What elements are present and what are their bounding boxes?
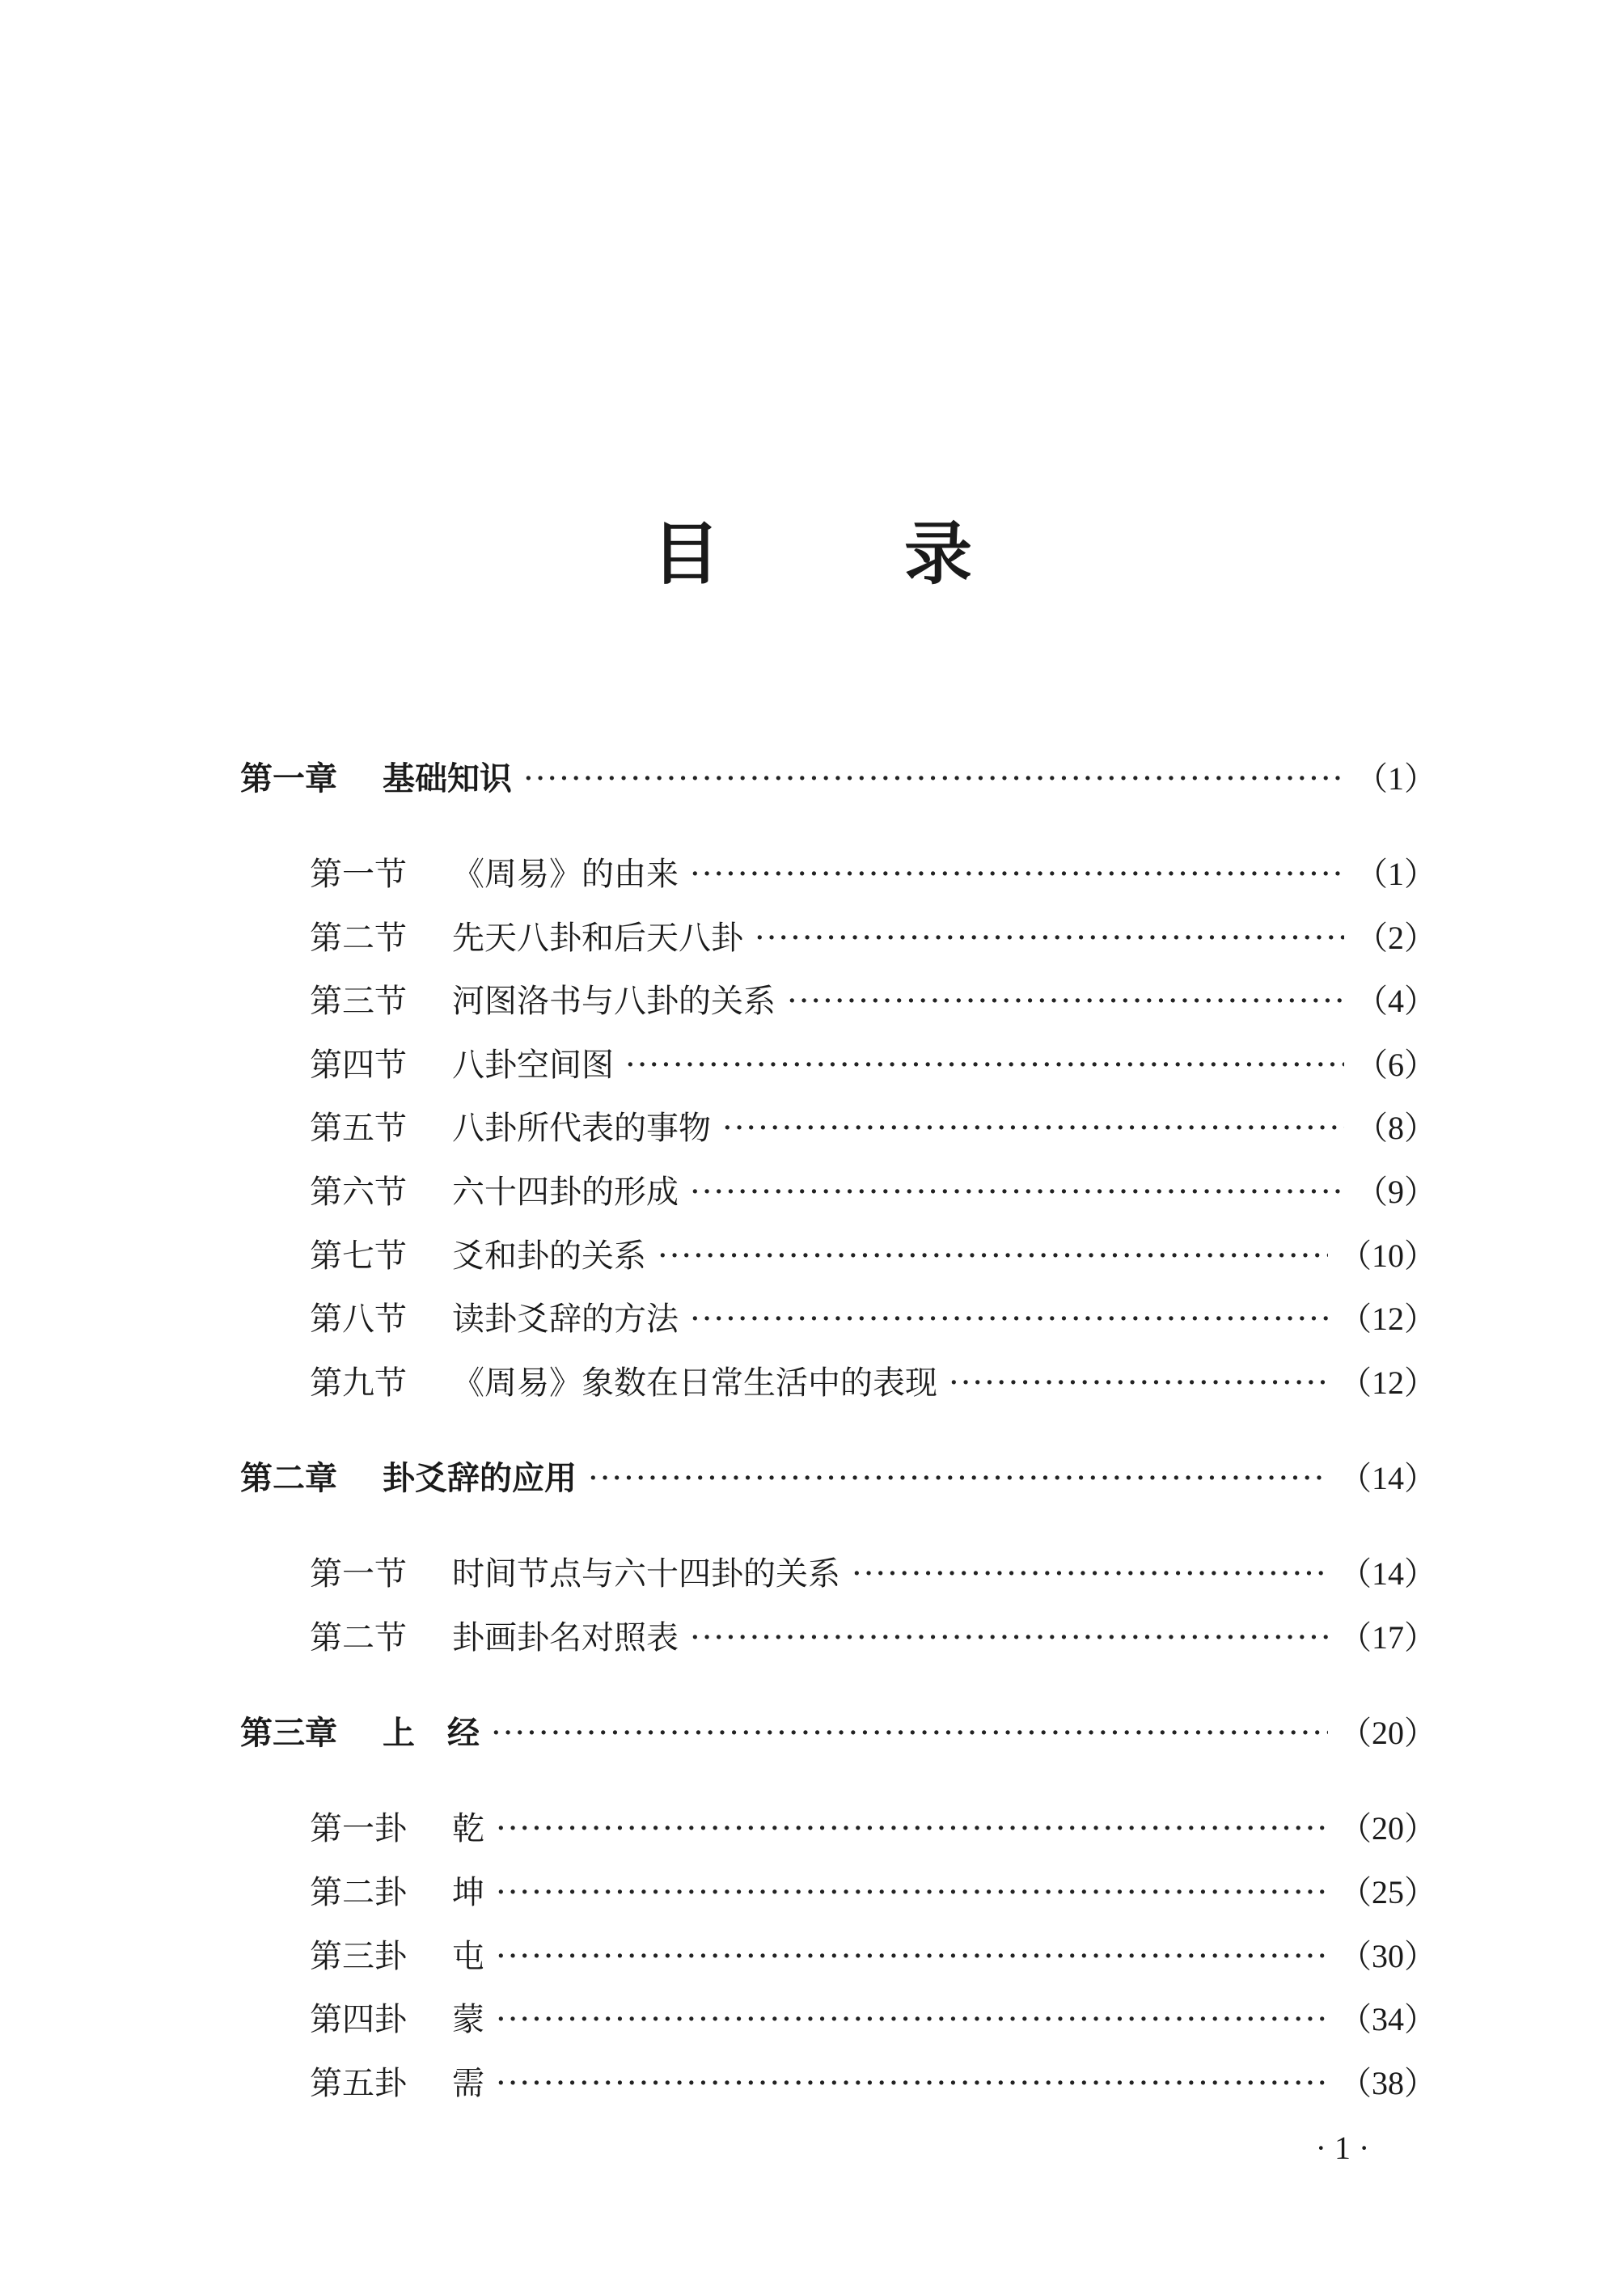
toc-entry[interactable] bbox=[240, 1711, 1436, 1756]
toc-entry-page: （20） bbox=[1339, 1810, 1436, 1847]
toc-entry[interactable] bbox=[310, 1997, 1436, 2042]
toc-entry[interactable] bbox=[310, 852, 1436, 897]
toc-entry-page: （6） bbox=[1355, 1047, 1436, 1083]
toc-entry-title: 河图洛书与八卦的关系 bbox=[452, 983, 776, 1020]
leader-dots bbox=[787, 979, 1344, 1024]
toc-entry-title: 需 bbox=[452, 2065, 484, 2102]
toc-entry-page: （14） bbox=[1339, 1555, 1436, 1592]
toc-entry[interactable] bbox=[310, 2061, 1436, 2106]
leader-dots bbox=[496, 1806, 1328, 1851]
toc-entry-title: 八卦所代表的事物 bbox=[452, 1110, 711, 1147]
toc-entry[interactable] bbox=[310, 1360, 1436, 1406]
leader-dots bbox=[491, 1711, 1328, 1756]
toc-entry-page: （25） bbox=[1339, 1874, 1436, 1910]
toc-entry-number: 第一卦 bbox=[310, 1810, 407, 1847]
toc-entry-number: 第二章 bbox=[240, 1459, 337, 1497]
toc-entry-number: 第四卦 bbox=[310, 2001, 407, 2038]
leader-dots bbox=[625, 1043, 1344, 1088]
leader-dots bbox=[690, 852, 1344, 897]
toc-entry-title: 时间节点与六十四卦的关系 bbox=[452, 1555, 840, 1593]
toc-entry-title: 蒙 bbox=[452, 2001, 484, 2038]
toc-entry-page: （20） bbox=[1339, 1715, 1436, 1751]
toc-entry-title: 卦爻辞的应用 bbox=[383, 1459, 577, 1497]
toc-entry-number: 第八节 bbox=[310, 1301, 407, 1338]
leader-dots bbox=[588, 1456, 1328, 1501]
toc-entry-page: （17） bbox=[1339, 1619, 1436, 1656]
toc-entry-number: 第一节 bbox=[310, 856, 407, 893]
toc-entry[interactable] bbox=[310, 1297, 1436, 1342]
toc-entry-title: 坤 bbox=[452, 1874, 484, 1911]
page-number: · 1 · bbox=[1315, 2130, 1370, 2166]
toc-entry[interactable] bbox=[310, 1551, 1436, 1597]
toc-entry-number: 第四节 bbox=[310, 1047, 407, 1084]
toc-entry-title: 先天八卦和后天八卦 bbox=[452, 920, 743, 957]
leader-dots bbox=[690, 1297, 1328, 1342]
toc-entry-number: 第二卦 bbox=[310, 1874, 407, 1911]
toc-entry-page: （2） bbox=[1355, 920, 1436, 956]
toc-entry[interactable] bbox=[310, 1870, 1436, 1915]
toc-entry-page: （9） bbox=[1355, 1174, 1436, 1210]
toc-entry-number: 第五卦 bbox=[310, 2065, 407, 2102]
leader-dots bbox=[722, 1106, 1344, 1151]
toc-entry-title: 乾 bbox=[452, 1810, 484, 1847]
toc-entry-number: 第六节 bbox=[310, 1174, 407, 1211]
leader-dots bbox=[852, 1551, 1328, 1597]
toc-entry-title: 读卦爻辞的方法 bbox=[452, 1301, 679, 1338]
toc-entry[interactable] bbox=[310, 1106, 1436, 1151]
toc-entry-title: 《周易》象数在日常生活中的表现 bbox=[452, 1364, 937, 1402]
leader-dots bbox=[496, 1997, 1328, 2042]
toc-entry-number: 第七节 bbox=[310, 1237, 407, 1275]
leader-dots bbox=[755, 916, 1344, 961]
toc-entry[interactable] bbox=[310, 1170, 1436, 1215]
toc-entry[interactable] bbox=[240, 1456, 1436, 1501]
toc-entry-title: 六十四卦的形成 bbox=[452, 1174, 679, 1211]
leader-dots bbox=[496, 1934, 1328, 1979]
toc-entry-page: （4） bbox=[1355, 983, 1436, 1019]
toc-entry-number: 第二节 bbox=[310, 920, 407, 957]
page-title: 目 录 bbox=[651, 514, 1030, 594]
toc-entry-number: 第三卦 bbox=[310, 1938, 407, 1975]
leader-dots bbox=[496, 1870, 1328, 1915]
toc-entry-page: （1） bbox=[1355, 760, 1436, 797]
toc-entry[interactable] bbox=[310, 1934, 1436, 1979]
toc-entry-page: （10） bbox=[1339, 1237, 1436, 1274]
toc-entry-title: 屯 bbox=[452, 1938, 484, 1975]
toc-entry[interactable] bbox=[310, 1806, 1436, 1851]
toc-entry-title: 《周易》的由来 bbox=[452, 856, 679, 893]
toc-entry-number: 第九节 bbox=[310, 1364, 407, 1402]
toc-entry-title: 八卦空间图 bbox=[452, 1047, 614, 1084]
toc-entry-page: （14） bbox=[1339, 1460, 1436, 1496]
toc-entry[interactable] bbox=[310, 1233, 1436, 1279]
toc-entry-title: 爻和卦的关系 bbox=[452, 1237, 646, 1275]
toc-entry-number: 第三章 bbox=[240, 1714, 337, 1752]
toc-entry[interactable] bbox=[310, 1043, 1436, 1088]
leader-dots bbox=[523, 756, 1344, 802]
toc-entry-page: （12） bbox=[1339, 1364, 1436, 1401]
leader-dots bbox=[690, 1170, 1344, 1215]
toc-entry-number: 第二节 bbox=[310, 1619, 407, 1656]
toc-entry-title: 卦画卦名对照表 bbox=[452, 1619, 679, 1656]
toc-entry-page: （34） bbox=[1339, 2001, 1436, 2037]
toc-entry-number: 第五节 bbox=[310, 1110, 407, 1147]
toc-entry-page: （12） bbox=[1339, 1301, 1436, 1337]
toc-entry-title: 基础知识 bbox=[383, 759, 512, 797]
toc-entry[interactable] bbox=[310, 916, 1436, 961]
leader-dots bbox=[658, 1233, 1328, 1279]
toc-entry[interactable] bbox=[240, 756, 1436, 802]
toc-entry-title: 上 经 bbox=[383, 1714, 480, 1752]
leader-dots bbox=[690, 1615, 1328, 1661]
leader-dots bbox=[949, 1360, 1328, 1406]
toc-entry-page: （8） bbox=[1355, 1110, 1436, 1146]
toc-entry[interactable] bbox=[310, 979, 1436, 1024]
toc-entry-page: （1） bbox=[1355, 856, 1436, 892]
toc-entry-number: 第三节 bbox=[310, 983, 407, 1020]
toc-entry-number: 第一章 bbox=[240, 759, 337, 797]
toc-entry[interactable] bbox=[310, 1615, 1436, 1661]
leader-dots bbox=[496, 2061, 1328, 2106]
toc-entry-page: （38） bbox=[1339, 2065, 1436, 2101]
toc-entry-page: （30） bbox=[1339, 1938, 1436, 1974]
toc-entry-number: 第一节 bbox=[310, 1555, 407, 1593]
